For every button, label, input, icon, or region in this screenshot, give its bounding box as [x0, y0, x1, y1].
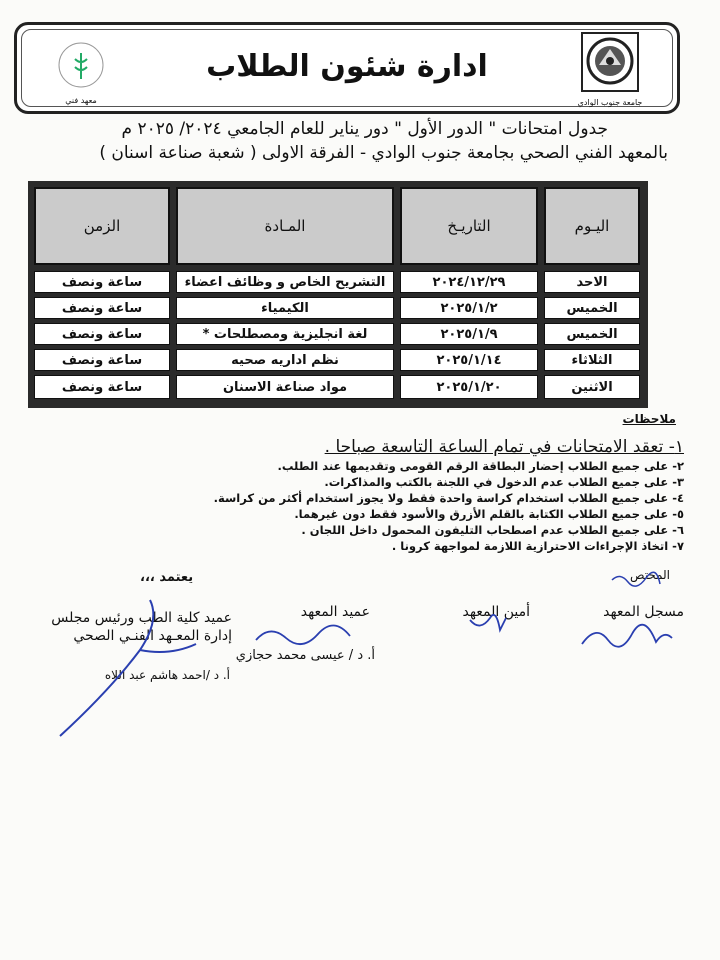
registrar-title: مسجل المعهد — [603, 604, 684, 620]
subtitle-line-2: بالمعهد الفني الصحي بجامعة جنوب الوادي - الفرقة الاولى ( شعبة صناعة اسنان ) — [99, 143, 668, 163]
handwritten-signatures — [0, 560, 720, 740]
row-5-date: ٢٠٢٥/١/٢٠ — [400, 375, 538, 399]
note-item-5: ٥- على جميع الطلاب الكتابة بالقلم الأزرق والأسود فقط دون غيرهما. — [294, 507, 684, 521]
row-1-time: ساعة ونصف — [34, 271, 170, 293]
row-3-subject: لغة انجليزية ومصطلحات * — [176, 323, 394, 345]
note-item-4: ٤- على جميع الطلاب استخدام كراسة واحدة فقط ولا يجوز استخدام أكثر من كراسة. — [213, 491, 684, 505]
institute-logo-caption: معهد فني — [65, 96, 97, 105]
row-2-subject: الكيمياء — [176, 297, 394, 319]
header-subject: المـادة — [176, 187, 394, 265]
row-1-date: ٢٠٢٤/١٢/٢٩ — [400, 271, 538, 293]
college-dean-signature — [60, 600, 196, 736]
dean-signature — [256, 625, 350, 644]
university-emblem-icon — [579, 31, 641, 95]
exam-subtitle — [48, 117, 668, 165]
specialist-label: المختص — [630, 568, 670, 582]
header-time: الزمن — [34, 187, 170, 265]
row-1-subject: التشريح الخاص و وظائف اعضاء — [176, 271, 394, 293]
row-4-time: ساعة ونصف — [34, 349, 170, 371]
row-3-date: ٢٠٢٥/١/٩ — [400, 323, 538, 345]
row-4-subject: نظم اداريه صحيه — [176, 349, 394, 371]
note-item-7: ٧- اتخاذ الإجراءات الاحترازية اللازمة لمواجهة كرونا . — [391, 539, 684, 553]
university-logo — [577, 31, 643, 107]
row-2-time: ساعة ونصف — [34, 297, 170, 319]
row-4-day: الثلاثاء — [544, 349, 640, 371]
college-dean-title-1: عميد كلية الطب ورئيس مجلس — [51, 610, 232, 626]
secretary-signature — [470, 615, 506, 630]
row-4-date: ٢٠٢٥/١/١٤ — [400, 349, 538, 371]
college-dean-title-2: إدارة المعـهد الفنـي الصحي — [73, 628, 232, 644]
row-3-time: ساعة ونصف — [34, 323, 170, 345]
dean-name: أ. د / عيسى محمد حجازي — [235, 648, 375, 663]
row-1-day: الاحد — [544, 271, 640, 293]
row-5-day: الاثنين — [544, 375, 640, 399]
university-logo-caption: جامعة جنوب الوادي — [577, 98, 643, 107]
row-5-subject: مواد صناعة الاسنان — [176, 375, 394, 399]
row-3-day: الخميس — [544, 323, 640, 345]
header-frame — [14, 22, 680, 114]
secretary-title: أمين المعهد — [462, 604, 530, 620]
note-item-3: ٣- على جميع الطلاب عدم الدخول في اللجنة بالكتب والمذاكرات. — [324, 475, 684, 489]
row-2-date: ٢٠٢٥/١/٢ — [400, 297, 538, 319]
page-title: ادارة شئون الطلاب — [206, 49, 488, 84]
college-dean-name: أ. د /احمد هاشم عبد اللاه — [104, 668, 230, 682]
notes-list — [144, 436, 684, 554]
subtitle-line-1: جدول امتحانات " الدور الأول " دور يناير للعام الجامعي ٢٠٢٤/ ٢٠٢٥ م — [121, 119, 608, 139]
row-2-day: الخميس — [544, 297, 640, 319]
exam-schedule-table — [28, 181, 648, 408]
specialist-signature — [612, 572, 660, 586]
header-day: اليـوم — [544, 187, 640, 265]
approved-label: يعتمد ،،، — [140, 570, 194, 585]
notes-title: ملاحظات — [622, 412, 676, 426]
header-date: التاريـخ — [400, 187, 538, 265]
note-item-1: ١- تعقد الامتحانات في تمام الساعة التاسعة صباحا . — [324, 437, 684, 457]
note-item-6: ٦- على جميع الطلاب عدم اصطحاب التليفون المحمول داخل اللجان . — [301, 523, 684, 537]
row-5-time: ساعة ونصف — [34, 375, 170, 399]
dean-title: عميد المعهد — [300, 604, 370, 620]
registrar-signature — [582, 625, 672, 647]
note-item-2: ٢- على جميع الطلاب إحضار البطاقة الرقم القومى وتقديمها عند الطلب. — [277, 459, 684, 473]
